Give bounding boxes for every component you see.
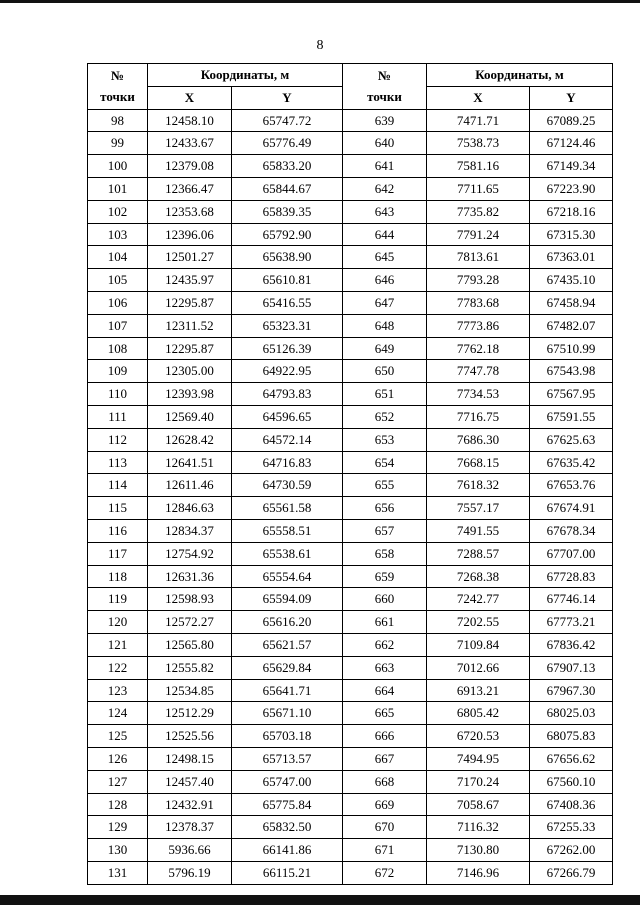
point-number-left: 114: [88, 474, 148, 497]
x-value-right: 7734.53: [427, 383, 530, 406]
x-value-left: 12598.93: [148, 588, 232, 611]
point-number-right: 645: [343, 246, 427, 269]
x-value-right: 7288.57: [427, 542, 530, 565]
point-number-left: 103: [88, 223, 148, 246]
point-number-right: 665: [343, 702, 427, 725]
y-value-left: 64730.59: [232, 474, 343, 497]
point-number-right: 648: [343, 314, 427, 337]
y-value-left: 65839.35: [232, 200, 343, 223]
point-number-left: 124: [88, 702, 148, 725]
x-value-left: 12378.37: [148, 816, 232, 839]
y-value-left: 65641.71: [232, 679, 343, 702]
x-value-left: 12631.36: [148, 565, 232, 588]
y-value-right: 67266.79: [530, 861, 613, 884]
y-value-right: 67124.46: [530, 132, 613, 155]
y-value-right: 67223.90: [530, 177, 613, 200]
x-value-right: 7735.82: [427, 200, 530, 223]
x-value-left: 12433.67: [148, 132, 232, 155]
scan-top-edge: [0, 0, 640, 3]
x-value-left: 12534.85: [148, 679, 232, 702]
y-value-left: 64716.83: [232, 451, 343, 474]
x-value-right: 7793.28: [427, 269, 530, 292]
y-value-left: 65629.84: [232, 656, 343, 679]
x-value-right: 7268.38: [427, 565, 530, 588]
table-row: [88, 519, 613, 542]
point-number-header-right: [343, 64, 427, 110]
point-number-right: 646: [343, 269, 427, 292]
x-value-right: 7813.61: [427, 246, 530, 269]
y-value-right: 67262.00: [530, 839, 613, 862]
table-row: [88, 474, 613, 497]
x-header-left: X: [148, 86, 232, 109]
point-number-right: 667: [343, 747, 427, 770]
x-value-right: 6805.42: [427, 702, 530, 725]
x-value-left: 12846.63: [148, 497, 232, 520]
x-value-right: 7783.68: [427, 291, 530, 314]
y-value-right: 67674.91: [530, 497, 613, 520]
y-value-right: 67635.42: [530, 451, 613, 474]
point-number-right: 662: [343, 633, 427, 656]
x-value-right: 7618.32: [427, 474, 530, 497]
table-row: [88, 177, 613, 200]
y-value-right: 67678.34: [530, 519, 613, 542]
x-value-right: 7747.78: [427, 360, 530, 383]
y-value-right: 67656.62: [530, 747, 613, 770]
table-row: [88, 839, 613, 862]
y-value-left: 65638.90: [232, 246, 343, 269]
y-header-left: Y: [232, 86, 343, 109]
point-number-symbol: №: [377, 67, 392, 83]
point-number-right: 657: [343, 519, 427, 542]
point-number-left: 117: [88, 542, 148, 565]
x-value-right: 6720.53: [427, 725, 530, 748]
point-number-left: 125: [88, 725, 148, 748]
y-header-right: Y: [530, 86, 613, 109]
table-row: [88, 246, 613, 269]
y-value-left: 65775.84: [232, 793, 343, 816]
point-number-right: 669: [343, 793, 427, 816]
x-value-right: 7773.86: [427, 314, 530, 337]
y-value-left: 65616.20: [232, 611, 343, 634]
table-row: [88, 428, 613, 451]
y-value-right: 67510.99: [530, 337, 613, 360]
point-number-left: 110: [88, 383, 148, 406]
y-value-left: 65621.57: [232, 633, 343, 656]
point-number-right: 668: [343, 770, 427, 793]
y-value-left: 65833.20: [232, 155, 343, 178]
point-number-right: 642: [343, 177, 427, 200]
point-number-right: 658: [343, 542, 427, 565]
y-value-right: 67907.13: [530, 656, 613, 679]
y-value-right: 67625.63: [530, 428, 613, 451]
point-number-right: 647: [343, 291, 427, 314]
x-value-right: 7686.30: [427, 428, 530, 451]
table-row: [88, 269, 613, 292]
x-value-left: 12457.40: [148, 770, 232, 793]
x-value-left: 12834.37: [148, 519, 232, 542]
point-number-right: 652: [343, 405, 427, 428]
table-row: [88, 291, 613, 314]
point-number-left: 98: [88, 109, 148, 132]
point-number-left: 129: [88, 816, 148, 839]
table-row: [88, 793, 613, 816]
x-value-right: 7116.32: [427, 816, 530, 839]
x-value-right: 7130.80: [427, 839, 530, 862]
y-value-right: 67746.14: [530, 588, 613, 611]
x-value-left: 12432.91: [148, 793, 232, 816]
coordinates-rows: [88, 109, 613, 884]
y-value-left: 66141.86: [232, 839, 343, 862]
table-row: [88, 679, 613, 702]
table-row: [88, 360, 613, 383]
point-number-right: 671: [343, 839, 427, 862]
x-value-right: 7557.17: [427, 497, 530, 520]
y-value-right: 67218.16: [530, 200, 613, 223]
y-value-right: 67707.00: [530, 542, 613, 565]
y-value-left: 65747.72: [232, 109, 343, 132]
x-value-left: 12565.80: [148, 633, 232, 656]
point-number-right: 640: [343, 132, 427, 155]
table-row: [88, 770, 613, 793]
x-value-right: 7711.65: [427, 177, 530, 200]
y-value-left: 65703.18: [232, 725, 343, 748]
x-value-left: 12501.27: [148, 246, 232, 269]
y-value-right: 67482.07: [530, 314, 613, 337]
y-value-right: 67967.30: [530, 679, 613, 702]
point-number-right: 641: [343, 155, 427, 178]
y-value-left: 65713.57: [232, 747, 343, 770]
x-value-left: 12305.00: [148, 360, 232, 383]
y-value-right: 67089.25: [530, 109, 613, 132]
y-value-right: 67773.21: [530, 611, 613, 634]
y-value-left: 64793.83: [232, 383, 343, 406]
point-number-right: 672: [343, 861, 427, 884]
y-value-left: 66115.21: [232, 861, 343, 884]
y-value-left: 65594.09: [232, 588, 343, 611]
point-number-right: 653: [343, 428, 427, 451]
point-number-label: точки: [100, 89, 135, 105]
x-value-left: 12379.08: [148, 155, 232, 178]
point-number-left: 111: [88, 405, 148, 428]
table-row: [88, 816, 613, 839]
y-value-right: 67149.34: [530, 155, 613, 178]
y-value-right: 67567.95: [530, 383, 613, 406]
point-number-left: 122: [88, 656, 148, 679]
point-number-left: 109: [88, 360, 148, 383]
point-number-left: 112: [88, 428, 148, 451]
x-value-right: 7146.96: [427, 861, 530, 884]
y-value-left: 65776.49: [232, 132, 343, 155]
point-number-right: 651: [343, 383, 427, 406]
y-value-left: 64572.14: [232, 428, 343, 451]
point-number-left: 128: [88, 793, 148, 816]
table-row: [88, 155, 613, 178]
point-number-label: точки: [367, 89, 402, 105]
y-value-right: 67836.42: [530, 633, 613, 656]
point-number-left: 116: [88, 519, 148, 542]
table-row: [88, 383, 613, 406]
x-value-left: 5936.66: [148, 839, 232, 862]
point-number-right: 664: [343, 679, 427, 702]
point-number-left: 123: [88, 679, 148, 702]
x-value-right: 7581.16: [427, 155, 530, 178]
y-value-left: 65832.50: [232, 816, 343, 839]
x-value-left: 12366.47: [148, 177, 232, 200]
y-value-left: 64922.95: [232, 360, 343, 383]
x-value-left: 12435.97: [148, 269, 232, 292]
point-number-right: 656: [343, 497, 427, 520]
scan-bottom-edge: [0, 895, 640, 905]
y-value-left: 65844.67: [232, 177, 343, 200]
x-value-left: 12754.92: [148, 542, 232, 565]
point-number-header-left: [88, 64, 148, 110]
point-number-left: 105: [88, 269, 148, 292]
x-value-right: 7058.67: [427, 793, 530, 816]
point-number-left: 102: [88, 200, 148, 223]
x-header-right: X: [427, 86, 530, 109]
point-number-left: 99: [88, 132, 148, 155]
y-value-left: 65126.39: [232, 337, 343, 360]
table-row: [88, 451, 613, 474]
x-value-right: 7538.73: [427, 132, 530, 155]
table-row: [88, 861, 613, 884]
y-value-right: 67458.94: [530, 291, 613, 314]
x-value-left: 12295.87: [148, 291, 232, 314]
x-value-left: 12572.27: [148, 611, 232, 634]
x-value-right: 7471.71: [427, 109, 530, 132]
point-number-right: 639: [343, 109, 427, 132]
point-number-left: 130: [88, 839, 148, 862]
y-value-right: 67408.36: [530, 793, 613, 816]
x-value-right: 7762.18: [427, 337, 530, 360]
point-number-left: 106: [88, 291, 148, 314]
point-number-left: 101: [88, 177, 148, 200]
coordinates-header-right: Координаты, м: [427, 64, 613, 87]
x-value-left: 12569.40: [148, 405, 232, 428]
table-row: [88, 588, 613, 611]
point-number-left: 126: [88, 747, 148, 770]
y-value-right: 67728.83: [530, 565, 613, 588]
point-number-right: 661: [343, 611, 427, 634]
point-number-left: 107: [88, 314, 148, 337]
y-value-right: 67591.55: [530, 405, 613, 428]
point-number-right: 643: [343, 200, 427, 223]
x-value-right: 7109.84: [427, 633, 530, 656]
y-value-left: 65610.81: [232, 269, 343, 292]
page-number: 8: [316, 38, 324, 53]
x-value-right: 7494.95: [427, 747, 530, 770]
table-row: [88, 747, 613, 770]
table-row: [88, 656, 613, 679]
table-row: [88, 611, 613, 634]
point-number-left: 108: [88, 337, 148, 360]
table-row: [88, 200, 613, 223]
x-value-left: 12611.46: [148, 474, 232, 497]
x-value-left: 12295.87: [148, 337, 232, 360]
x-value-left: 12525.56: [148, 725, 232, 748]
y-value-right: 67435.10: [530, 269, 613, 292]
y-value-left: 65671.10: [232, 702, 343, 725]
x-value-right: 7202.55: [427, 611, 530, 634]
y-value-left: 65554.64: [232, 565, 343, 588]
table-row: [88, 565, 613, 588]
point-number-left: 120: [88, 611, 148, 634]
point-number-left: 127: [88, 770, 148, 793]
y-value-right: 67543.98: [530, 360, 613, 383]
y-value-right: 67363.01: [530, 246, 613, 269]
point-number-left: 113: [88, 451, 148, 474]
point-number-symbol: №: [110, 67, 125, 83]
x-value-left: 12641.51: [148, 451, 232, 474]
point-number-right: 650: [343, 360, 427, 383]
point-number-left: 115: [88, 497, 148, 520]
y-value-right: 67560.10: [530, 770, 613, 793]
x-value-left: 12555.82: [148, 656, 232, 679]
y-value-left: 65561.58: [232, 497, 343, 520]
y-value-left: 65538.61: [232, 542, 343, 565]
y-value-left: 65558.51: [232, 519, 343, 542]
x-value-left: 12396.06: [148, 223, 232, 246]
point-number-right: 670: [343, 816, 427, 839]
x-value-right: 7791.24: [427, 223, 530, 246]
point-number-right: 660: [343, 588, 427, 611]
x-value-left: 12628.42: [148, 428, 232, 451]
point-number-left: 118: [88, 565, 148, 588]
point-number-right: 649: [343, 337, 427, 360]
table-row: [88, 497, 613, 520]
point-number-right: 666: [343, 725, 427, 748]
y-value-right: 67255.33: [530, 816, 613, 839]
point-number-left: 121: [88, 633, 148, 656]
point-number-left: 119: [88, 588, 148, 611]
x-value-right: 7668.15: [427, 451, 530, 474]
table-row: [88, 405, 613, 428]
x-value-right: 7716.75: [427, 405, 530, 428]
y-value-left: 65747.00: [232, 770, 343, 793]
x-value-left: 12393.98: [148, 383, 232, 406]
table-row: [88, 223, 613, 246]
table-row: [88, 132, 613, 155]
x-value-left: 12311.52: [148, 314, 232, 337]
x-value-right: 7170.24: [427, 770, 530, 793]
point-number-right: 655: [343, 474, 427, 497]
y-value-right: 67315.30: [530, 223, 613, 246]
y-value-left: 64596.65: [232, 405, 343, 428]
y-value-left: 65416.55: [232, 291, 343, 314]
point-number-right: 654: [343, 451, 427, 474]
y-value-right: 68025.03: [530, 702, 613, 725]
point-number-left: 131: [88, 861, 148, 884]
y-value-left: 65792.90: [232, 223, 343, 246]
table-row: [88, 109, 613, 132]
x-value-right: 7012.66: [427, 656, 530, 679]
y-value-right: 68075.83: [530, 725, 613, 748]
table-row: [88, 725, 613, 748]
x-value-left: 12498.15: [148, 747, 232, 770]
point-number-right: 644: [343, 223, 427, 246]
x-value-left: 12458.10: [148, 109, 232, 132]
table-row: [88, 633, 613, 656]
x-value-left: 5796.19: [148, 861, 232, 884]
x-value-left: 12512.29: [148, 702, 232, 725]
table-row: [88, 542, 613, 565]
y-value-left: 65323.31: [232, 314, 343, 337]
x-value-right: 7491.55: [427, 519, 530, 542]
point-number-left: 100: [88, 155, 148, 178]
table-row: [88, 337, 613, 360]
table-row: [88, 702, 613, 725]
x-value-right: 6913.21: [427, 679, 530, 702]
x-value-right: 7242.77: [427, 588, 530, 611]
y-value-right: 67653.76: [530, 474, 613, 497]
point-number-right: 659: [343, 565, 427, 588]
coordinates-header-left: Координаты, м: [148, 64, 343, 87]
table-row: [88, 314, 613, 337]
coordinates-table: [87, 63, 613, 885]
point-number-right: 663: [343, 656, 427, 679]
x-value-left: 12353.68: [148, 200, 232, 223]
point-number-left: 104: [88, 246, 148, 269]
